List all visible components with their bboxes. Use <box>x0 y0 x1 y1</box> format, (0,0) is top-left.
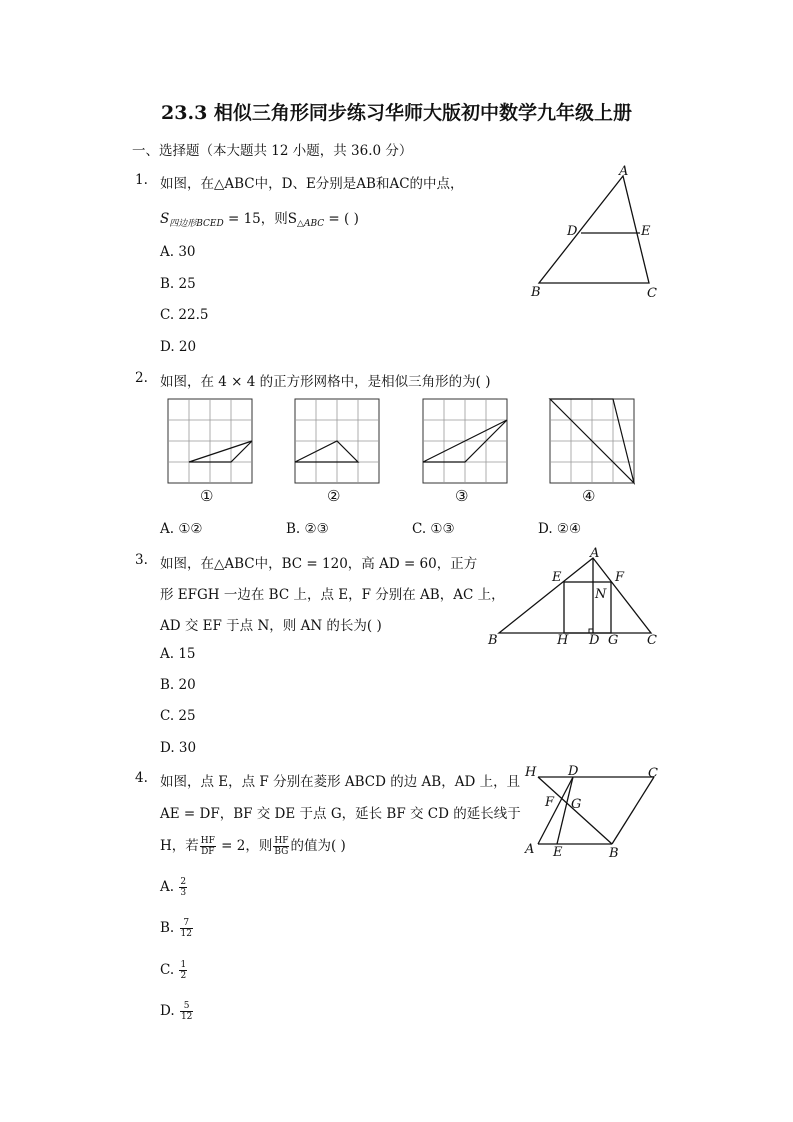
q4-line2: AE = DF，BF 交 DE 于点 G，延长 BF 交 CD 的延长线于 <box>160 806 521 822</box>
q4-label-a: A <box>525 842 535 857</box>
q4-label-g: G <box>571 797 582 812</box>
q2-grid-figures <box>160 395 650 510</box>
q1-option-b: B. 25 <box>160 276 196 292</box>
q4-label-b: B <box>609 846 619 860</box>
q4-label-e: E <box>553 845 563 860</box>
q2-caption-1: ① <box>200 487 214 505</box>
q2-grid-2 <box>295 399 379 483</box>
q3-line3: AD 交 EF 于点 N，则 AN 的长为( ) <box>160 618 382 634</box>
q3-option-d: D. 30 <box>160 740 197 756</box>
q2-option-d: D. ②④ <box>538 521 582 537</box>
q3-label-d: D <box>589 633 600 648</box>
q4-label-c: C <box>648 766 658 781</box>
q1-option-c: C. 22.5 <box>160 307 209 323</box>
q1-label-c: C <box>647 286 657 301</box>
q3-label-a: A <box>590 546 600 561</box>
q1-label-b: B <box>531 285 541 300</box>
q4-line3: H，若 $\frac{HF}{DF}$ = 2，则 $\frac{HF}{BG}$ 的值为( ) <box>160 836 346 857</box>
q1-number: 1. <box>135 172 148 188</box>
q2-line1: 如图，在 4 × 4 的正方形网格中，是相似三角形的为( ) <box>160 374 491 390</box>
q3-option-a: A. 15 <box>160 646 196 662</box>
page-title: 23.3 相似三角形同步练习华师大版初中数学九年级上册 <box>161 102 632 124</box>
q1-triangle-figure <box>525 162 665 302</box>
q3-option-b: B. 20 <box>160 677 196 693</box>
q3-option-c: C. 25 <box>160 708 196 724</box>
q2-option-a: A. ①② <box>160 521 203 537</box>
q2-caption-4: ④ <box>582 487 596 505</box>
q2-option-c: C. ①③ <box>412 521 455 537</box>
q2-grid-1 <box>168 399 252 483</box>
q3-label-g: G <box>608 633 619 648</box>
q2-number: 2. <box>135 370 148 386</box>
q4-label-f: F <box>545 795 555 810</box>
q3-triangle-figure <box>485 543 665 651</box>
q1-line2: $S_{四边形BCED} = 15$，则$S_{\triangle ABC}$ = ( ) <box>160 211 359 229</box>
q2-grid-3 <box>423 399 507 483</box>
q2-caption-2: ② <box>327 487 341 505</box>
section-heading: 一、选择题（本大题共 12 小题，共 36.0 分） <box>132 143 413 159</box>
q3-label-c: C <box>647 633 657 648</box>
q3-label-b: B <box>488 633 498 648</box>
q4-label-d: D <box>568 764 579 779</box>
q1-option-a: A. 30 <box>160 244 196 260</box>
q1-label-d: D <box>567 224 578 239</box>
q3-line2: 形 EFGH 一边在 BC 上，点 E，F 分别在 AB，AC 上， <box>160 587 505 603</box>
q3-label-h: H <box>557 633 569 648</box>
q1-line1: 如图，在△ABC中，D、E分别是AB和AC的中点， <box>160 176 464 192</box>
q4-label-h: H <box>525 765 537 780</box>
q4-option-d: D. $\frac{5}{12}$ <box>160 1001 193 1022</box>
q3-line1: 如图，在△ABC中，BC = 120，高 AD = 60，正方 <box>160 556 478 572</box>
q3-label-e: E <box>552 570 562 585</box>
q1-label-e: E <box>641 224 651 239</box>
q4-option-c: C. $\frac{1}{2}$ <box>160 960 187 981</box>
q3-label-n: N <box>595 587 607 602</box>
q4-option-b: B. $\frac{7}{12}$ <box>160 918 192 939</box>
q3-label-f: F <box>615 570 625 585</box>
q2-grid-4 <box>550 399 634 483</box>
q4-option-a: A. $\frac{2}{3}$ <box>160 877 187 898</box>
q3-number: 3. <box>135 552 148 568</box>
q4-number: 4. <box>135 770 148 786</box>
q1-option-d: D. 20 <box>160 339 197 355</box>
q4-line1: 如图，点 E，点 F 分别在菱形 ABCD 的边 AB，AD 上，且 <box>160 774 521 790</box>
q1-label-a: A <box>619 164 629 179</box>
q2-option-b: B. ②③ <box>286 521 329 537</box>
q4-rhombus-figure <box>518 760 668 860</box>
q2-caption-3: ③ <box>455 487 469 505</box>
